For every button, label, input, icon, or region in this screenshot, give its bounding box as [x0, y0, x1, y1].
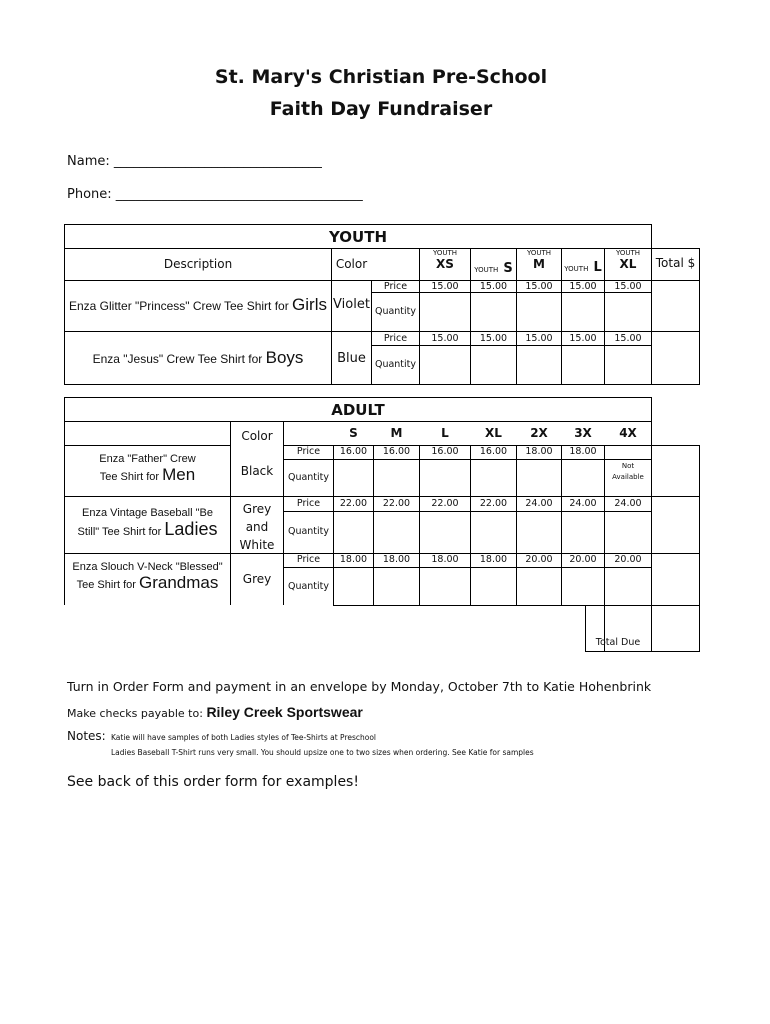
adult-grandmas-price-xl: 18.00 — [479, 554, 508, 565]
adult-item-grandmas-desc: Enza Slouch V-Neck "Blessed" Tee Shirt for Grandmas — [72, 561, 223, 592]
adult-grandmas-quantity-cells[interactable] — [334, 568, 651, 605]
youth-size-s: YOUTH S — [474, 261, 513, 276]
youth-size-m: YOUTH M — [526, 249, 552, 271]
adult-item-ladies-color: Grey and White — [239, 502, 275, 552]
phone-field[interactable]: Phone: ______________________________________ — [67, 187, 363, 202]
adult-men-price-xl: 16.00 — [479, 446, 508, 457]
adult-ladies-price-2x: 24.00 — [525, 498, 553, 509]
adult-price-label: Price — [296, 446, 321, 457]
adult-color-header: Color — [241, 429, 273, 443]
see-back-note: See back of this order form for examples! — [67, 774, 359, 790]
total-due-field[interactable] — [605, 606, 699, 651]
youth-size-l: YOUTH L — [564, 260, 602, 275]
adult-price-label: Price — [296, 554, 321, 565]
youth-color-header: Color — [335, 257, 368, 271]
youth-boys-price-m: 15.00 — [525, 333, 553, 344]
adult-quantity-label: Quantity — [287, 472, 330, 483]
youth-girls-price-s: 15.00 — [479, 281, 508, 292]
youth-girls-price-l: 15.00 — [569, 281, 597, 292]
turn-in-instructions: Turn in Order Form and payment in an envelope by Monday, October 7th to Katie Hohenbrink — [67, 679, 652, 694]
youth-item-boys-desc: Enza "Jesus" Crew Tee Shirt for Boys — [92, 348, 304, 367]
adult-ladies-price-l: 22.00 — [431, 498, 459, 509]
adult-ladies-price-m: 22.00 — [382, 498, 411, 509]
youth-boys-price-l: 15.00 — [569, 333, 597, 344]
adult-grandmas-price-2x: 20.00 — [525, 554, 553, 565]
youth-quantity-label: Quantity — [374, 359, 417, 370]
adult-grandmas-price-s: 18.00 — [339, 554, 368, 565]
adult-size-4x: 4X — [619, 426, 637, 440]
adult-grandmas-price-4x: 20.00 — [614, 554, 642, 565]
adult-item-grandmas-color: Grey — [242, 572, 272, 586]
youth-price-label: Price — [383, 281, 408, 292]
adult-ladies-quantity-cells[interactable] — [334, 512, 651, 553]
youth-total-header: Total $ — [655, 256, 696, 270]
youth-boys-price-s: 15.00 — [479, 333, 508, 344]
youth-item-boys-color: Blue — [337, 351, 366, 366]
adult-men-4x-not-available: Not Available — [612, 462, 644, 481]
adult-men-quantity-cells[interactable] — [334, 460, 651, 496]
checks-payable: Make checks payable to: Riley Creek Sportswear — [67, 704, 363, 720]
adult-men-price-l: 16.00 — [431, 446, 459, 457]
youth-girls-price-m: 15.00 — [525, 281, 553, 292]
youth-size-xs: YOUTH XS — [432, 249, 458, 271]
adult-quantity-label: Quantity — [287, 526, 330, 537]
youth-size-xl: YOUTH XL — [615, 249, 641, 271]
notes-label: Notes: — [67, 729, 106, 743]
page-title: St. Mary's Christian Pre-School — [214, 66, 548, 88]
youth-girls-price-xs: 15.00 — [431, 281, 459, 292]
adult-item-men-desc: Enza "Father" Crew Tee Shirt for Men — [99, 453, 196, 484]
youth-girls-price-xl: 15.00 — [614, 281, 642, 292]
adult-men-price-3x: 18.00 — [569, 446, 597, 457]
youth-girls-quantity-cells[interactable] — [420, 293, 651, 331]
adult-size-xl: XL — [485, 426, 502, 440]
youth-item-girls-desc: Enza Glitter "Princess" Crew Tee Shirt for Girls — [69, 295, 327, 314]
adult-ladies-price-4x: 24.00 — [614, 498, 642, 509]
page-subtitle: Faith Day Fundraiser — [269, 98, 493, 120]
adult-item-ladies-desc: Enza Vintage Baseball "Be Still" Tee Shirt for Ladies — [77, 507, 218, 539]
adult-men-price-s: 16.00 — [339, 446, 368, 457]
note-2: Ladies Baseball T-Shirt runs very small. You should upsize one to two sizes when ordering. See Katie for samples — [111, 748, 534, 757]
adult-grandmas-price-3x: 20.00 — [569, 554, 597, 565]
adult-size-l: L — [441, 426, 449, 440]
adult-size-3x: 3X — [574, 426, 592, 440]
youth-quantity-label: Quantity — [374, 306, 417, 317]
adult-grandmas-price-m: 18.00 — [382, 554, 411, 565]
adult-men-price-2x: 18.00 — [525, 446, 553, 457]
adult-size-m: M — [390, 426, 403, 440]
youth-item-girls-color: Violet — [333, 297, 370, 312]
adult-quantity-label: Quantity — [287, 581, 330, 592]
adult-ladies-price-xl: 22.00 — [479, 498, 508, 509]
youth-description-header: Description — [163, 257, 233, 271]
youth-boys-price-xs: 15.00 — [431, 333, 459, 344]
adult-grandmas-price-l: 18.00 — [431, 554, 459, 565]
adult-men-price-m: 16.00 — [382, 446, 411, 457]
adult-section-title: ADULT — [331, 401, 385, 419]
total-due-label: Total Due — [595, 637, 641, 648]
name-field[interactable]: Name: ________________________________ — [67, 154, 322, 169]
youth-section-title: YOUTH — [328, 228, 388, 246]
adult-size-s: S — [349, 426, 358, 440]
adult-item-men-color: Black — [240, 464, 274, 478]
youth-boys-price-xl: 15.00 — [614, 333, 642, 344]
adult-ladies-price-3x: 24.00 — [569, 498, 597, 509]
adult-size-2x: 2X — [530, 426, 548, 440]
youth-boys-quantity-cells[interactable] — [420, 346, 651, 384]
adult-price-label: Price — [296, 498, 321, 509]
note-1: Katie will have samples of both Ladies styles of Tee-Shirts at Preschool — [111, 733, 377, 742]
youth-price-label: Price — [383, 333, 408, 344]
adult-ladies-price-s: 22.00 — [339, 498, 368, 509]
